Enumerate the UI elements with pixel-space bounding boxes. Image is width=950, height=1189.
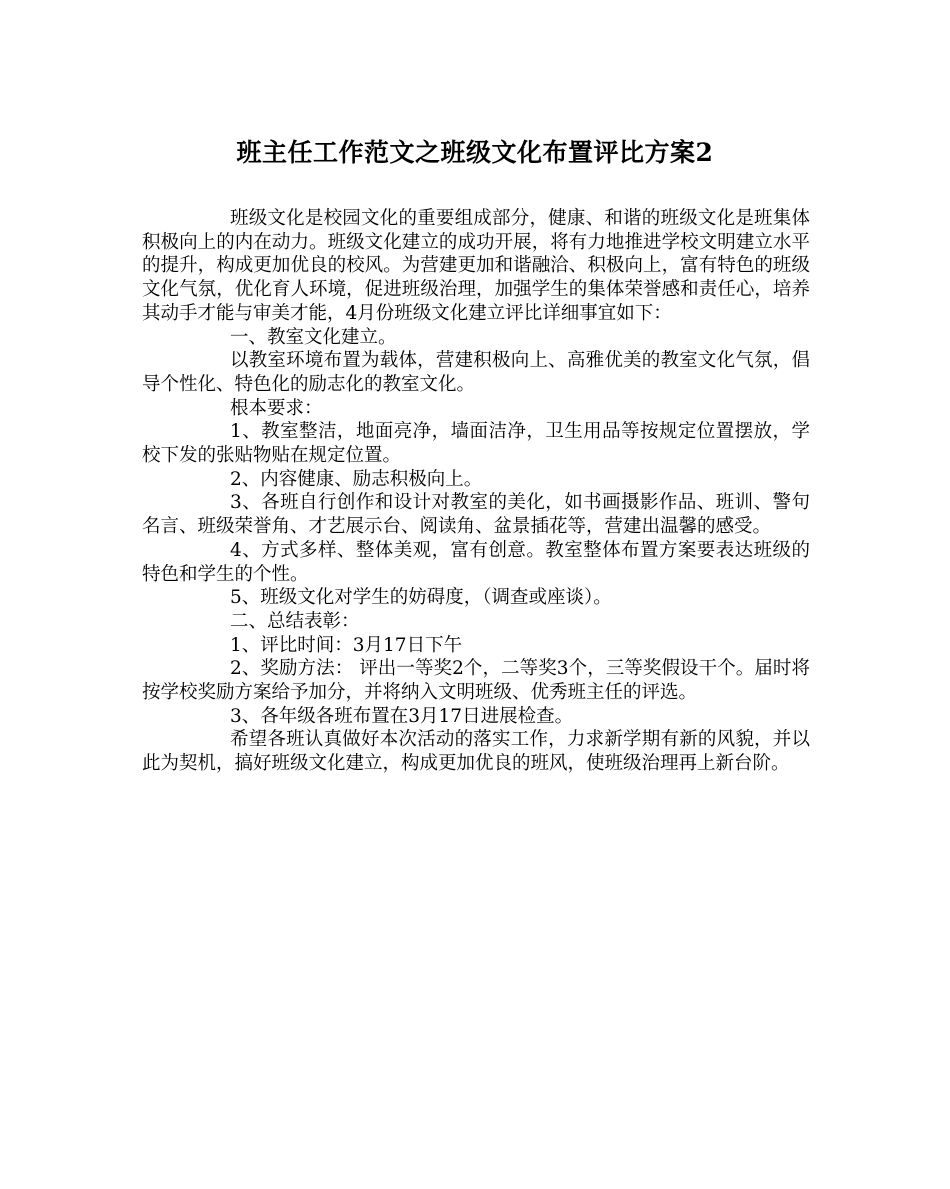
- paragraph-classroom-culture: 以教室环境布置为载体，营建积极向上、高雅优美的教室文化气氛，倡导个性化、特色化的励志化的教室文化。: [142, 350, 810, 395]
- section-heading-classroom-culture: 一、教室文化建立。: [230, 326, 397, 348]
- requirement-item-2: 2、内容健康、励志积极向上。: [230, 468, 483, 490]
- requirement-item-1: 1、教室整洁，地面亮净，墙面洁净，卫生用品等按规定位置摆放，学校下发的张贴物贴在规定位置。: [142, 421, 810, 467]
- paragraph-closing: 希望各班认真做好本次活动的落实工作，力求新学期有新的风貌，并以此为契机，搞好班级文化建立，构成更加优良的班风，使班级治理再上新台阶。: [142, 729, 810, 775]
- award-item-1: 1、评比时间：3月17日下午: [230, 634, 463, 656]
- requirement-item-4: 4、方式多样、整体美观，富有创意。教室整体布置方案要表达班级的特色和学生的个性。: [142, 539, 810, 585]
- award-item-2: 2、奖励方法： 评出一等奖2个，二等奖3个，三等奖假设干个。届时将按学校奖励方案给予加分，并将纳入文明班级、优秀班主任的评选。: [142, 658, 810, 704]
- award-item-3: 3、各年级各班布置在3月17日进展检查。: [230, 705, 574, 727]
- paragraph-intro: 班级文化是校园文化的重要组成部分，健康、和谐的班级文化是班集体积极向上的内在动力。班级文化建立的成功开展，将有力地推进学校文明建立水平的提升，构成更加优良的校风。为营建更加和谐融洽、积极向上，富有特色的班级文化气氛，优化育人环境，促进班级治理，加强学生的集体荣誉感和责任心，培养其动手才能与审美才能，4月份班级文化建立评比详细事宜如下：: [142, 208, 810, 324]
- document-title: 班主任工作范文之班级文化布置评比方案2: [236, 138, 714, 167]
- requirement-item-3: 3、各班自行创作和设计对教室的美化，如书画摄影作品、班训、警句名言、班级荣誉角、才艺展示台、阅读角、盆景插花等，营建出温馨的感受。: [142, 492, 810, 538]
- document-body: [142, 207, 810, 776]
- subheading-basic-requirements: 根本要求：: [230, 397, 323, 419]
- requirement-item-5: 5、班级文化对学生的妨碍度，（调查或座谈）。: [230, 587, 612, 609]
- section-heading-summary-awards: 二、总结表彰：: [230, 610, 360, 632]
